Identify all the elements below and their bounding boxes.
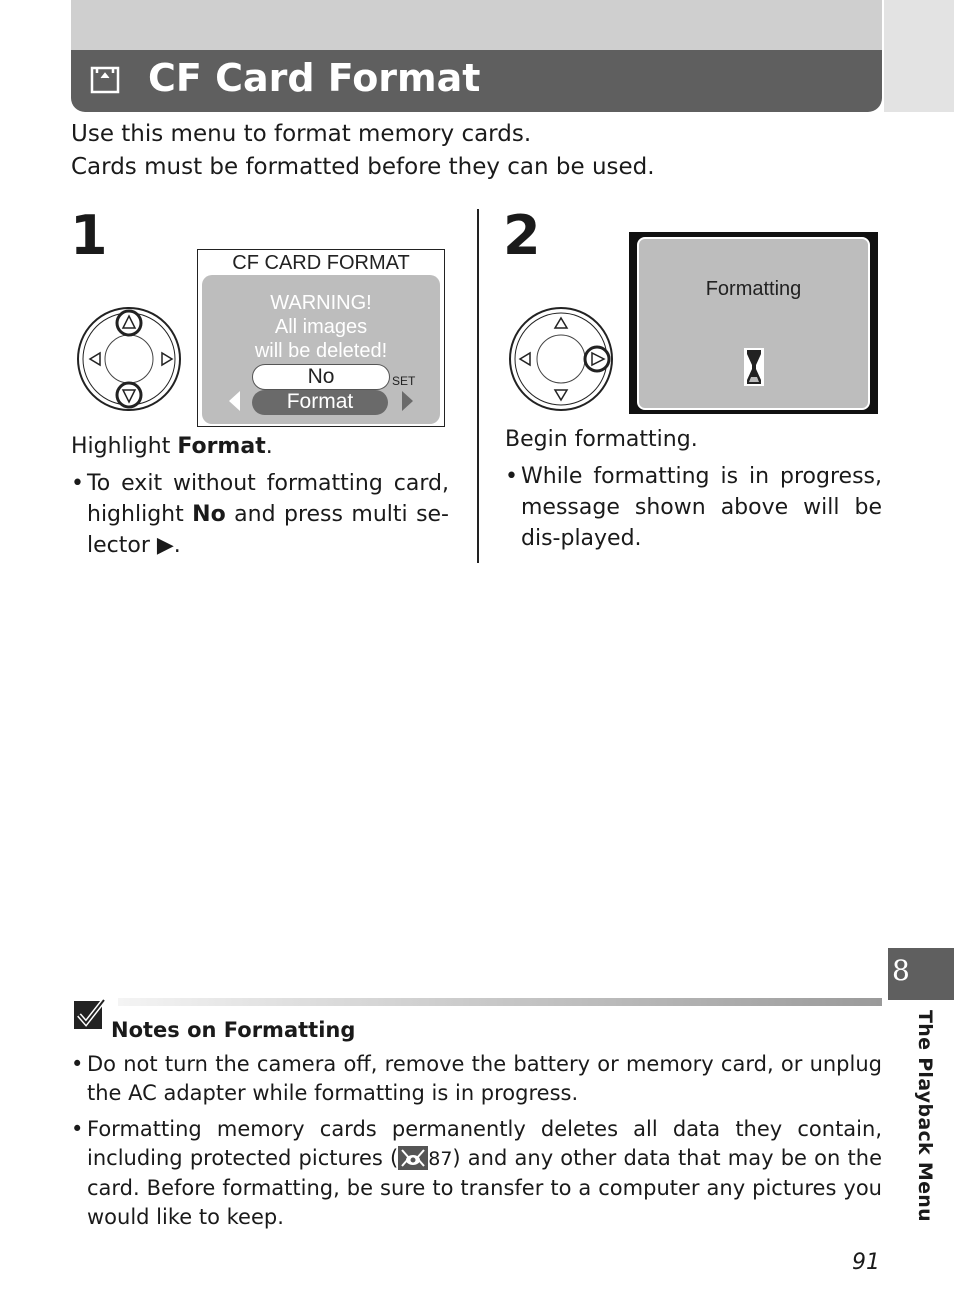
hourglass-icon (743, 347, 765, 387)
reference-page-icon (398, 1146, 428, 1170)
lcd-screen-formatting (629, 232, 878, 414)
notes-bullet-2: Formatting memory cards permanently deletes all data they contain, including protected pictures ( 87) and any other data that may be on the card. Before formatting, be sure to transfer to a computer any pictures you would like to keep. (87, 1117, 882, 1229)
bullet-dot: • (71, 471, 84, 496)
intro-line-2: Cards must be formatted before they can be used. (71, 154, 655, 180)
page-number: 91 (852, 1250, 880, 1275)
notes-divider (118, 998, 882, 1006)
chapter-label: The Playback Menu (914, 1010, 936, 1222)
step-2-number: 2 (503, 204, 541, 267)
step-2-instruction: Begin formatting. (505, 427, 698, 452)
chapter-number: 8 (892, 954, 910, 987)
lcd-warning-2: All images (274, 316, 368, 338)
side-tab-top (884, 0, 954, 112)
multi-selector-right-icon (508, 306, 618, 416)
step-2-bullet: While formatting is in progress, message shown above will be dis-played. (521, 464, 882, 551)
step-1-bullet: To exit without formatting card, highlight No and press multi se-lector ▶. (87, 471, 449, 558)
notes-bullet-1: Do not turn the camera off, remove the battery or memory card, or unplug the AC adapter while formatting is in progress. (87, 1052, 882, 1105)
bullet-dot: • (71, 1052, 84, 1076)
memory-card-icon (90, 64, 120, 94)
lcd-warning-1: WARNING! (270, 292, 372, 314)
lcd-title: CF CARD FORMAT (232, 252, 410, 274)
lcd-warning-3: will be deleted! (254, 340, 388, 362)
right-arrow-icon (400, 390, 414, 412)
intro-line-1: Use this menu to format memory cards. (71, 121, 532, 147)
menu-option-no[interactable]: No (252, 364, 390, 390)
left-arrow-icon (228, 390, 242, 412)
page-title: CF Card Format (148, 56, 481, 100)
column-divider (477, 209, 479, 563)
step-1-instruction: Highlight Format. (71, 434, 273, 459)
notes-title: Notes on Formatting (111, 1018, 356, 1042)
formatting-text: Formatting (705, 278, 802, 300)
checkmark-icon (73, 998, 107, 1032)
bullet-dot: • (71, 1117, 84, 1141)
step-1-number: 1 (70, 204, 108, 267)
header-top-band (71, 0, 882, 50)
set-label: SET (392, 374, 416, 388)
lcd-screen-format-menu (197, 249, 445, 427)
bullet-dot: • (505, 464, 518, 489)
multi-selector-icon (74, 304, 184, 414)
menu-option-format[interactable]: Format (252, 390, 388, 415)
